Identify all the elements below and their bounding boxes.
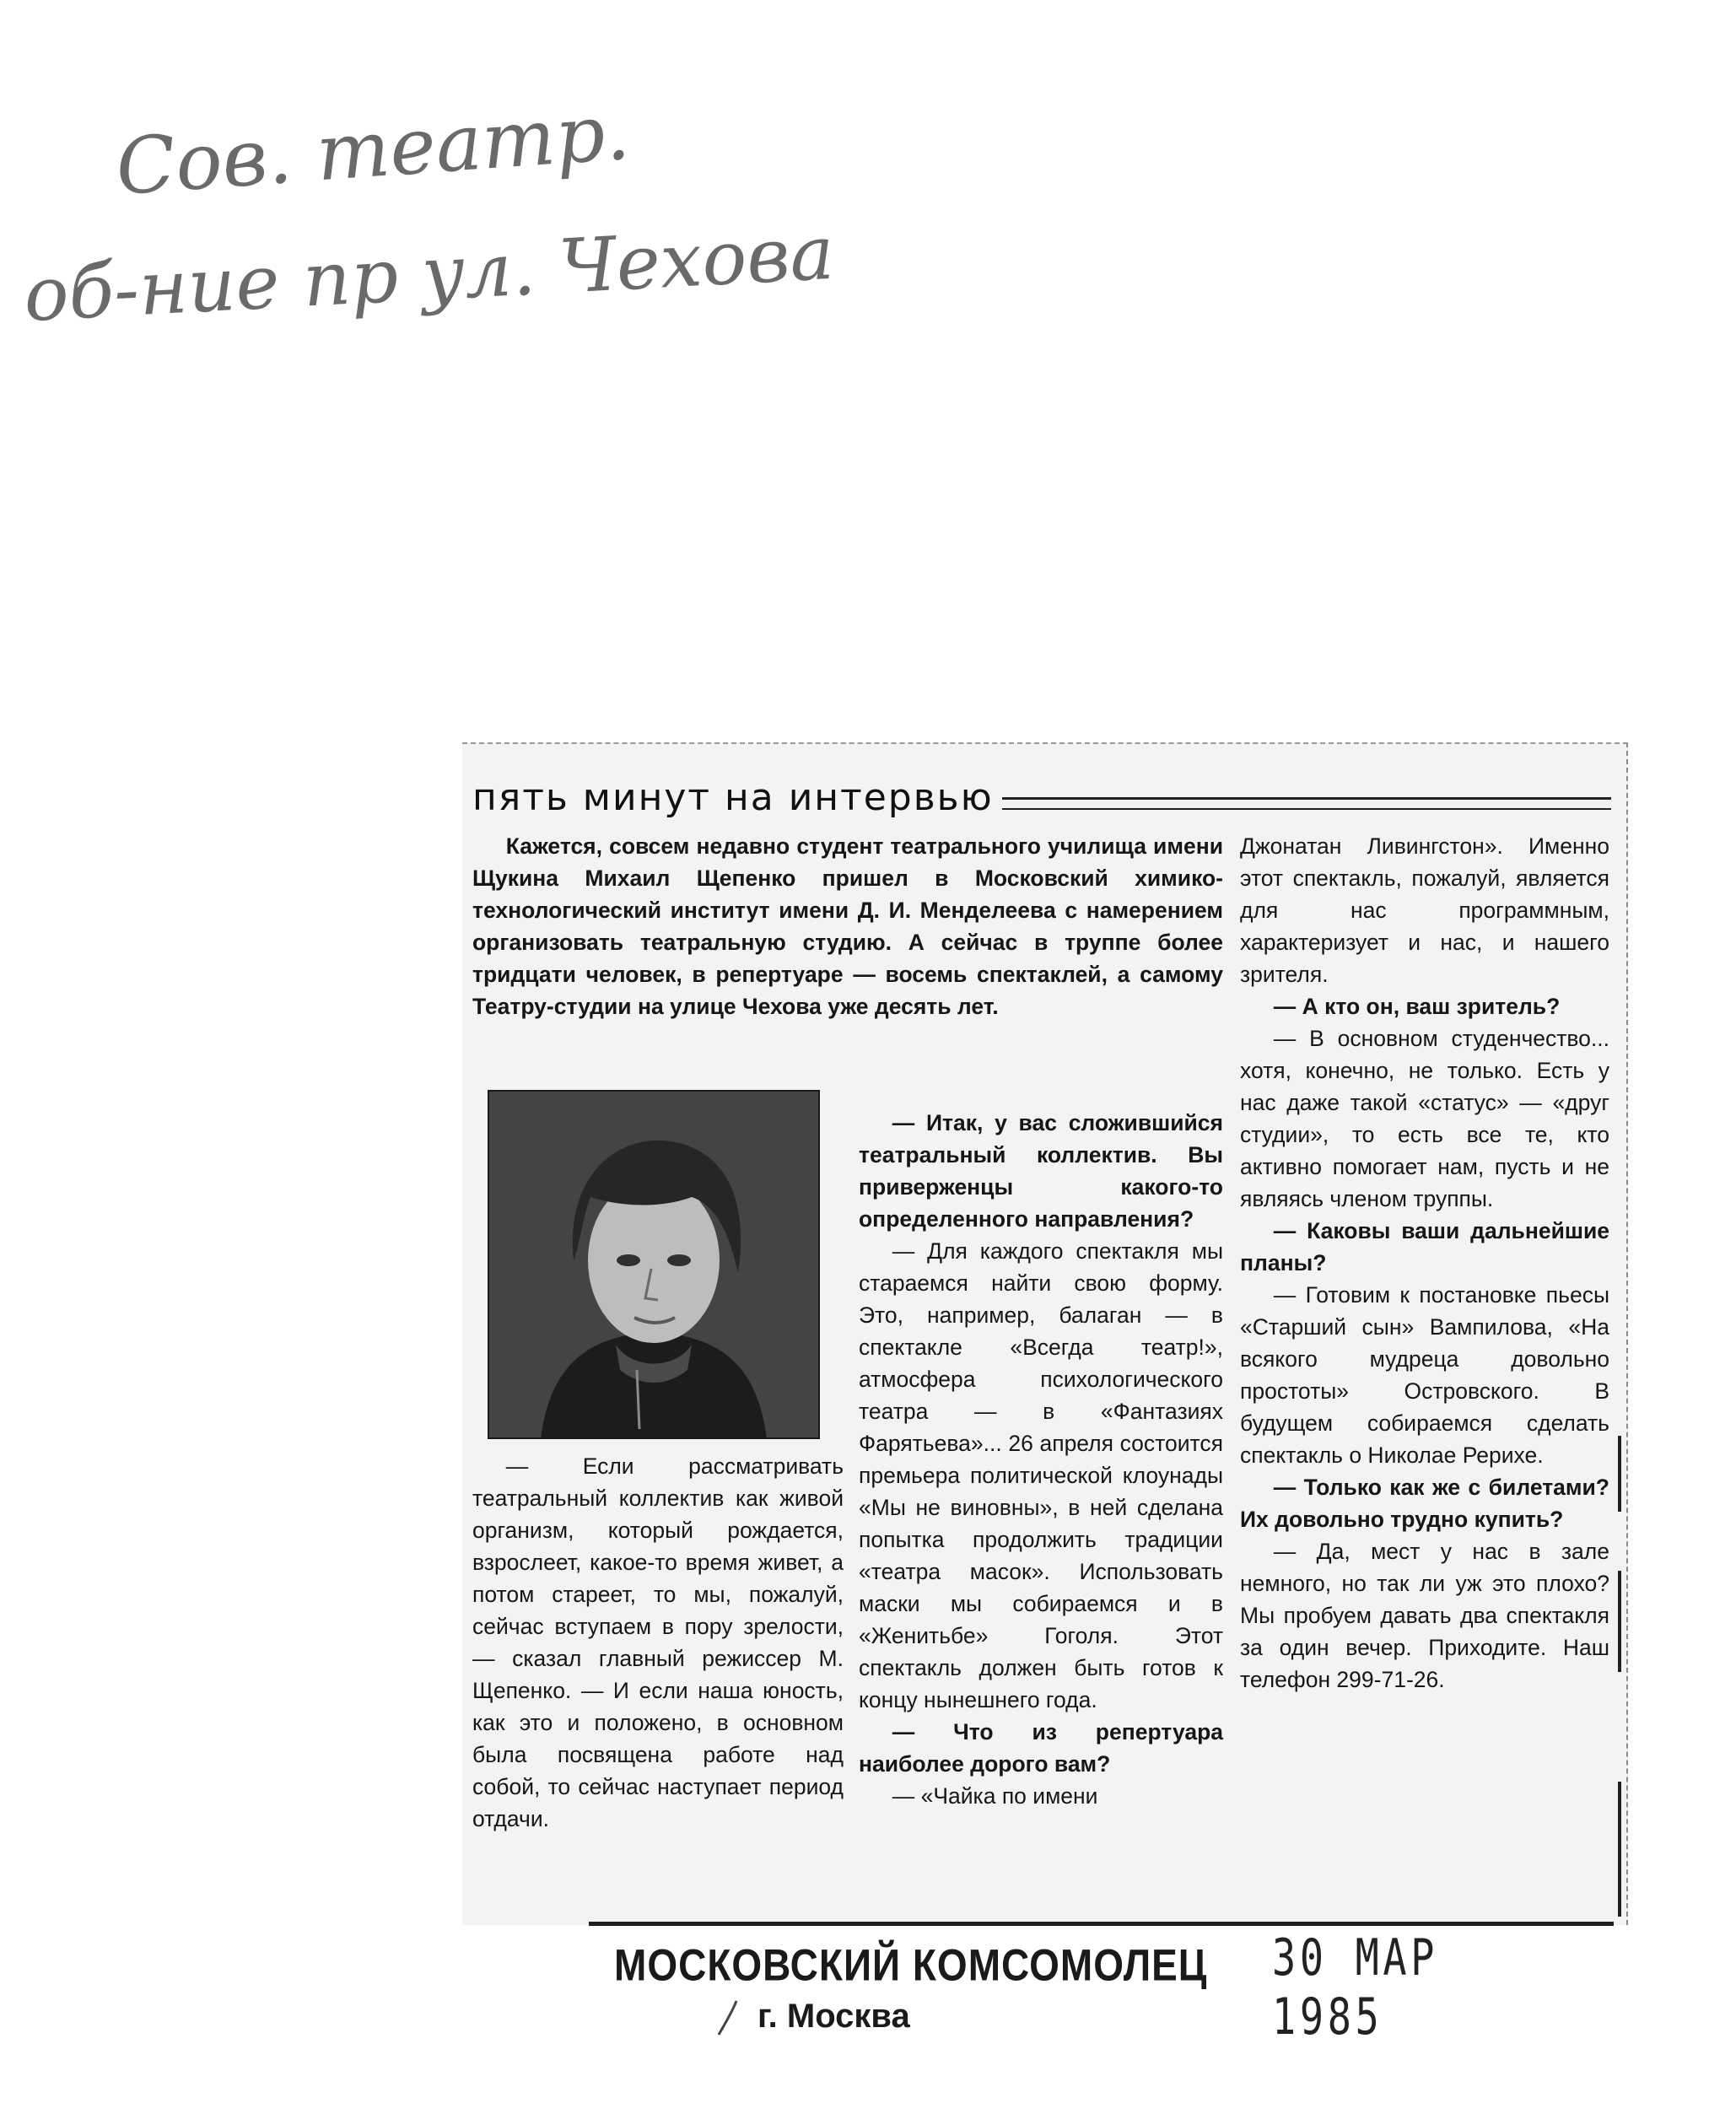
left-column xyxy=(472,1450,844,1835)
lead-column xyxy=(472,830,1223,1022)
answer-3: — В основном студенчество... хотя, конечно, не только. Есть у нас даже такой «статус» — «друг студии», то есть все те, кто активно помогает нам, пусть и не являясь членом труппы. xyxy=(1240,1026,1609,1211)
question-2: — Что из репертуара наиболее дорого вам? xyxy=(859,1719,1223,1777)
question-5: — Только как же с билетами? Их довольно трудно купить? xyxy=(1240,1475,1609,1532)
answer-2-start: — «Чайка по имени xyxy=(892,1783,1098,1809)
answer-2-continued: Джонатан Ливингстон». Именно этот спектакль, пожалуй, является для нас программным, характеризует и нас, и нашего зрителя. xyxy=(1240,833,1609,987)
middle-column xyxy=(859,1107,1223,1812)
rubric-heading: пять минут на интервью xyxy=(472,776,994,819)
answer-1: — Для каждого спектакля мы стараемся найти свою форму. Это, например, балаган — в спектакле «Всегда театр!», атмосфера психологического театра — в «Фантазиях Фарятьева»... 26 апреля состоится премьера политической клоунады «Мы не виновны», в ней сделана попытка продолжить традиции «театра масок». Использовать маски мы собираемся и в «Женитьбе» Гоголя. Этот спектакль должен быть готов к концу нынешнего года. xyxy=(859,1238,1223,1712)
left-paragraph: — Если рассматривать театральный коллектив как живой организм, который рождается, взрослеет, какое-то время живет, а потом стареет, то мы, пожалуй, сейчас вступаем в пору зрелости, — сказал главный режиссер М. Щепенко. — И если наша юность, как это и положено, в основном была посвящена работе над собой, то сейчас наступает период отдачи. xyxy=(472,1453,844,1831)
newspaper-city: г. Москва xyxy=(757,1998,910,2035)
answer-4: — Готовим к постановке пьесы «Старший сын» Вампилова, «На всякого мудреца довольно простоты» Островского. В будущем собираемся сделать спектакль о Николае Рерихе. xyxy=(1240,1282,1609,1468)
date-stamp: 30 МАР 1985 xyxy=(1272,1928,1439,2047)
right-column xyxy=(1240,830,1609,1696)
edge-mark-2 xyxy=(1618,1571,1621,1672)
bottom-rule xyxy=(589,1922,1614,1926)
newspaper-clipping xyxy=(462,742,1628,2047)
handwritten-line-2: об-ние пр ул. Чехова xyxy=(21,208,837,338)
edge-mark-3 xyxy=(1618,1782,1621,1917)
portrait-illustration xyxy=(489,1092,818,1437)
question-1: — Итак, у вас сложившийся театральный коллектив. Вы приверженцы какого-то определенного направления? xyxy=(859,1110,1223,1232)
edge-mark-1 xyxy=(1618,1436,1621,1512)
question-3: — А кто он, ваш зритель? xyxy=(1273,994,1561,1019)
pen-mark-icon xyxy=(715,1999,741,2036)
handwritten-line-1: Сов. театр. xyxy=(113,93,633,213)
newspaper-masthead: МОСКОВСКИЙ КОМСОМОЛЕЦ xyxy=(614,1939,1208,1990)
question-4: — Каковы ваши дальнейшие планы? xyxy=(1240,1218,1609,1275)
portrait-photo xyxy=(488,1090,820,1439)
answer-5: — Да, мест у нас в зале немного, но так ли уж это плохо? Мы пробуем давать два спектакля за один вечер. Приходите. Наш телефон 299-71-26. xyxy=(1240,1539,1609,1692)
rubric-row xyxy=(472,766,1611,817)
handwritten-note xyxy=(17,93,1113,371)
handwritten-note-svg xyxy=(17,93,1113,371)
lead-paragraph: Кажется, совсем недавно студент театрального училища имени Щукина Михаил Щепенко пришел в Московский химико-технологический институт имени Д. И. Менделеева с намерением организовать театральную студию. А сейчас в труппе более тридцати человек, в репертуаре — восемь спектаклей, а самому Театру-студии на улице Чехова уже десять лет. xyxy=(472,833,1223,1019)
rubric-rule xyxy=(1002,797,1611,810)
